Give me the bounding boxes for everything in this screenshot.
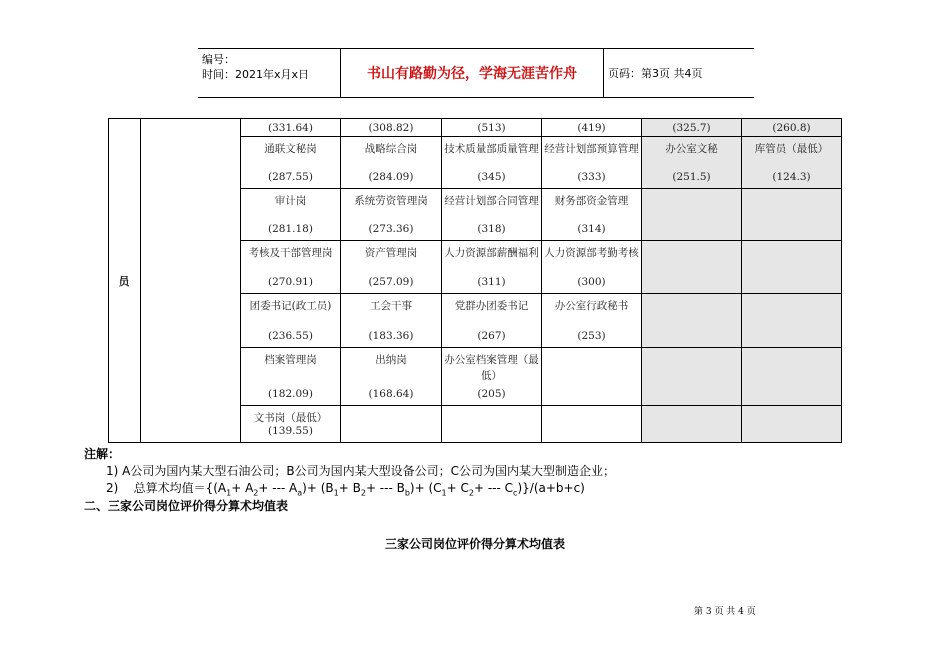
table-cell (442, 348, 542, 406)
row-group-label (108, 118, 141, 443)
score-value: (183.36) (368, 330, 414, 342)
table-cell (241, 137, 341, 189)
table-cell (341, 294, 442, 348)
position-name: 库管员（最低） (754, 143, 829, 155)
score-value: (270.91) (268, 276, 313, 288)
position-name: 技术质量部质量管理 (444, 143, 539, 155)
score-table (108, 118, 842, 443)
table-cell (341, 137, 442, 189)
notes-heading: 注解： (84, 447, 121, 461)
note-item-1: 1) A公司为国内某大型石油公司；B公司为国内某大型设备公司；C公司为国内某大型制造企业； (106, 464, 615, 478)
table-cell (241, 406, 341, 443)
table-cell (642, 294, 742, 348)
table-cell (341, 241, 442, 294)
page-header (198, 48, 754, 98)
page-footer: 第 3 页 共 4 页 (694, 607, 756, 617)
cell-value: (308.82) (368, 122, 414, 134)
blank-column (141, 118, 241, 443)
position-name: 文书岗（最低） (253, 412, 328, 424)
table-cell (742, 294, 842, 348)
table-cell (341, 348, 442, 406)
table-cell (442, 406, 542, 443)
table-cell (542, 137, 642, 189)
position-name: 办公室文秘 (665, 143, 718, 155)
table-cell (542, 348, 642, 406)
table-cell (442, 118, 542, 137)
table-cell (642, 241, 742, 294)
section-heading: 二、三家公司岗位评价得分算术均值表 (84, 499, 289, 513)
table-cell (642, 406, 742, 443)
position-name: 经营计划部合同管理 (444, 195, 539, 207)
position-name: 出纳岗 (375, 354, 407, 366)
table-cell (642, 137, 742, 189)
score-value: (284.09) (368, 171, 414, 183)
table-cell (542, 189, 642, 241)
score-value: (139.55) (268, 425, 313, 437)
cell-value: (513) (477, 122, 506, 134)
position-name: 资产管理岗 (364, 247, 418, 259)
table-cell (442, 189, 542, 241)
table-cell (742, 189, 842, 241)
position-name: 经营计划部预算管理 (544, 143, 639, 155)
score-value: (281.18) (268, 223, 313, 235)
table-cell (642, 118, 742, 137)
table-cell (642, 348, 742, 406)
notes (84, 446, 904, 501)
table-cell (241, 118, 341, 137)
table-cell (542, 241, 642, 294)
header-divider (603, 49, 604, 97)
position-name: 财务部资金管理 (554, 195, 629, 207)
score-value: (205) (477, 388, 506, 400)
score-value: (267) (477, 330, 506, 342)
note-item-2: 2) 总算术均值$=\{(A_1+ A_2+$ --- $A_a)+ (B_1+ B_2+$ --- $B_b)+ (C_1+ C_2+$ --- $C_c)\}/(a+b+c)$ (106, 481, 585, 498)
table-cell (442, 241, 542, 294)
score-value: (236.55) (268, 330, 313, 342)
table-cell (742, 137, 842, 189)
score-value: (273.36) (368, 223, 414, 235)
table-cell (241, 294, 341, 348)
cell-value: (419) (577, 122, 606, 134)
position-name: 人力资源部考勤考核 (544, 247, 639, 259)
score-value: (314) (577, 223, 606, 235)
time-label: 时间：2021年x月x日 (202, 68, 310, 81)
table-cell (341, 189, 442, 241)
score-value: (168.64) (368, 388, 414, 400)
score-value: (253) (577, 330, 606, 342)
position-name: 系统劳资管理岗 (354, 195, 428, 207)
position-name: 考核及干部管理岗 (248, 247, 333, 259)
position-name: 办公室行政秘书 (554, 300, 629, 312)
table-cell (241, 348, 341, 406)
score-value: (257.09) (368, 276, 414, 288)
position-name: 办公室档案管理（最低） (444, 354, 539, 382)
position-name: 工会干事 (370, 300, 412, 312)
position-name: 党群办团委书记 (454, 300, 529, 312)
table-cell (542, 294, 642, 348)
position-name: 团委书记(政工员) (249, 300, 332, 312)
table-cell (742, 348, 842, 406)
table-cell (642, 189, 742, 241)
table-cell (542, 118, 642, 137)
table-cell (442, 137, 542, 189)
table-cell (742, 241, 842, 294)
table-cell (442, 294, 542, 348)
cell-value: (260.8) (772, 122, 811, 134)
position-name: 审计岗 (274, 195, 307, 207)
score-value: (300) (577, 276, 606, 288)
table-cell (341, 118, 442, 137)
table-cell (241, 189, 341, 241)
score-value: (182.09) (268, 388, 313, 400)
table-cell (742, 406, 842, 443)
position-name: 通联文秘岗 (264, 143, 317, 155)
score-value: (333) (577, 171, 606, 183)
score-value: (287.55) (268, 171, 313, 183)
header-meta (202, 49, 338, 97)
position-name: 档案管理岗 (264, 354, 317, 366)
score-value: (251.5) (672, 171, 711, 183)
score-value: (124.3) (772, 171, 811, 183)
position-name: 人力资源部薪酬福利 (444, 247, 539, 259)
cell-value: (325.7) (672, 122, 711, 134)
cell-value: (331.64) (268, 122, 313, 134)
row-group-label-text: 员 (118, 275, 130, 288)
position-name: 战略综合岗 (364, 143, 418, 155)
score-value: (318) (477, 223, 506, 235)
page-label: 页码：第3页 共4页 (608, 67, 703, 80)
score-value: (311) (477, 276, 506, 288)
table-title: 三家公司岗位评价得分算术均值表 (384, 537, 565, 551)
motto: 书山有路勤为径，学海无涯苦作舟 (367, 66, 577, 82)
table-cell (542, 406, 642, 443)
number-label: 编号： (202, 53, 235, 66)
table-cell (241, 241, 341, 294)
table-cell (742, 118, 842, 137)
table-cell (341, 406, 442, 443)
score-value: (345) (477, 171, 506, 183)
